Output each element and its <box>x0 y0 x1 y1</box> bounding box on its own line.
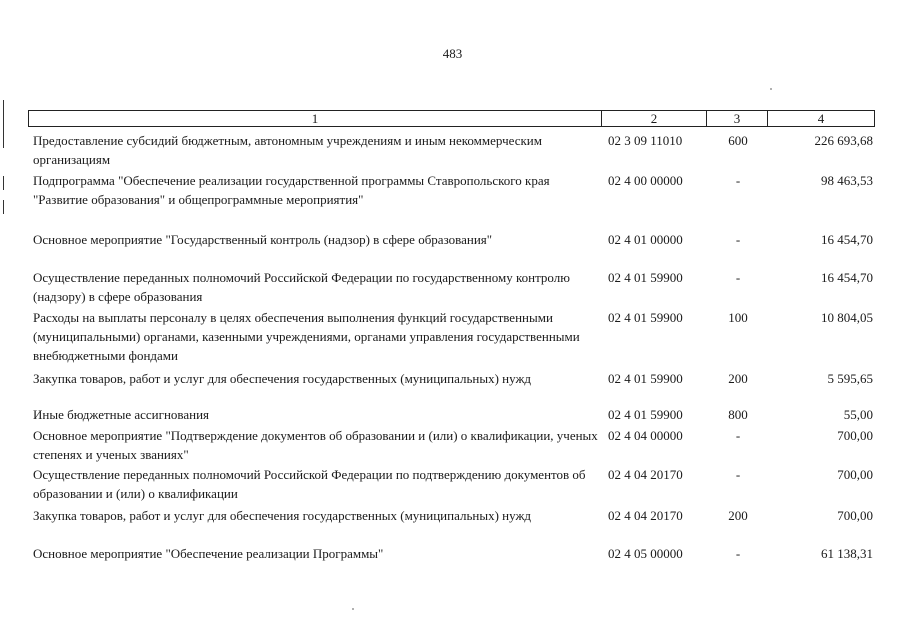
header-col-2: 2 <box>650 111 658 126</box>
row-name: Закупка товаров, работ и услуг для обеспечения государственных (муниципальных) нужд <box>33 508 532 523</box>
margin-mark <box>3 176 4 190</box>
row-amount: 55,00 <box>843 407 873 422</box>
row-amount: 5 595,65 <box>827 371 873 386</box>
header-col-1: 1 <box>311 111 319 126</box>
scan-speck <box>352 608 354 610</box>
row-type: - <box>735 173 741 188</box>
row-code: 02 4 01 59900 <box>608 310 683 325</box>
row-amount: 700,00 <box>837 508 873 523</box>
row-code: 02 4 00 00000 <box>608 173 683 188</box>
row-name: Подпрограмма "Обеспечение реализации государственной программы Ставропольского края "Развитие образования" и общепрограммные мероприятия" <box>33 173 550 207</box>
row-amount: 10 804,05 <box>821 310 873 325</box>
row-code: 02 4 04 00000 <box>608 428 683 443</box>
margin-mark <box>3 200 4 214</box>
table-header <box>28 110 875 127</box>
header-col-4: 4 <box>817 111 825 126</box>
row-name: Основное мероприятие "Государственный контроль (надзор) в сфере образования" <box>33 232 493 247</box>
row-type: - <box>735 546 741 561</box>
row-amount: 98 463,53 <box>821 173 873 188</box>
row-name: Основное мероприятие "Обеспечение реализации Программы" <box>33 546 384 561</box>
row-type: 200 <box>728 508 748 523</box>
row-code: 02 3 09 11010 <box>608 133 683 148</box>
header-col-3: 3 <box>733 111 741 126</box>
row-code: 02 4 01 59900 <box>608 270 683 285</box>
row-name: Расходы на выплаты персоналу в целях обеспечения выполнения функций государственными (муниципальными) органами, казенными учреждениями, органами управления государственными внебюджетными фондами <box>33 310 580 363</box>
row-code: 02 4 01 59900 <box>608 407 683 422</box>
row-type: - <box>735 428 741 443</box>
row-amount: 700,00 <box>837 467 873 482</box>
row-name: Закупка товаров, работ и услуг для обеспечения государственных (муниципальных) нужд <box>33 371 532 386</box>
row-type: 800 <box>728 407 748 422</box>
page-number: 483 <box>442 46 463 61</box>
row-amount: 226 693,68 <box>814 133 873 148</box>
row-type: 100 <box>728 310 748 325</box>
row-name: Предоставление субсидий бюджетным, автономным учреждениям и иным некоммерческим организациям <box>33 133 542 167</box>
row-type: - <box>735 270 741 285</box>
row-amount: 16 454,70 <box>821 232 873 247</box>
row-type: - <box>735 467 741 482</box>
row-name: Осуществление переданных полномочий Российской Федерации по государственному контролю (надзору) в сфере образования <box>33 270 570 304</box>
row-type: 200 <box>728 371 748 386</box>
row-name: Осуществление переданных полномочий Российской Федерации по подтверждению документов об образовании и (или) о квалификации <box>33 467 586 501</box>
row-code: 02 4 05 00000 <box>608 546 683 561</box>
row-code: 02 4 01 00000 <box>608 232 683 247</box>
margin-mark <box>3 100 4 148</box>
row-code: 02 4 04 20170 <box>608 508 683 523</box>
row-code: 02 4 01 59900 <box>608 371 683 386</box>
row-type: 600 <box>728 133 748 148</box>
row-amount: 700,00 <box>837 428 873 443</box>
row-type: - <box>735 232 741 247</box>
row-name: Иные бюджетные ассигнования <box>33 407 210 422</box>
row-code: 02 4 04 20170 <box>608 467 683 482</box>
row-amount: 61 138,31 <box>821 546 873 561</box>
row-amount: 16 454,70 <box>821 270 873 285</box>
row-name: Основное мероприятие "Подтверждение документов об образовании и (или) о квалификации, ученых степенях и ученых званиях" <box>33 428 598 462</box>
scan-speck <box>770 88 772 90</box>
